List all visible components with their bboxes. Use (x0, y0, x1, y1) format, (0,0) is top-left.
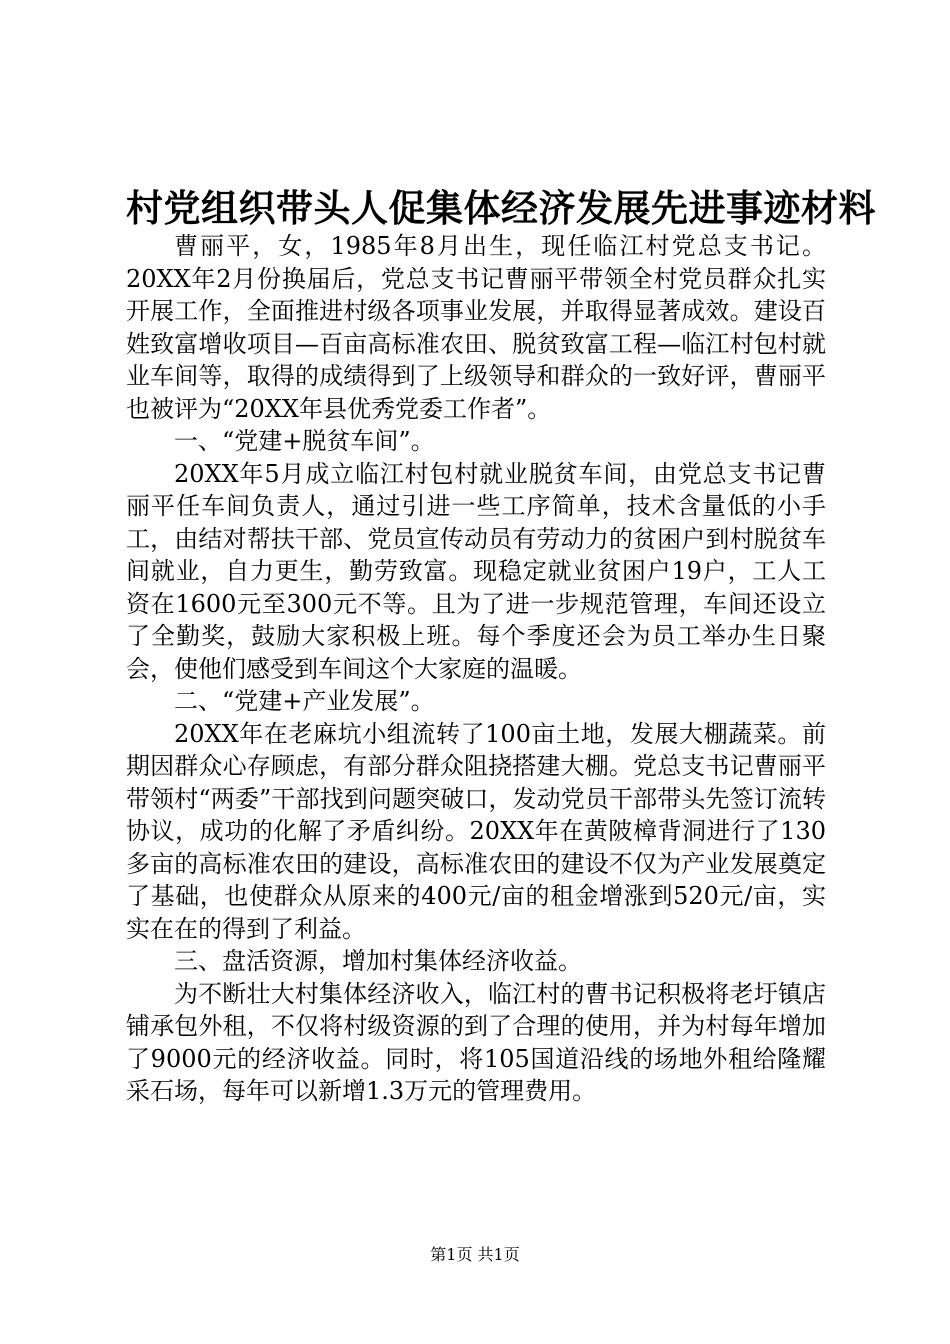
document-body (126, 230, 826, 1108)
section-paragraph-1: 20XX年5月成立临江村包村就业脱贫车间，由党总支书记曹丽平任车间负责人，通过引进一些工序简单，技术含量低的小手工，由结对帮扶干部、党员宣传动员有劳动力的贫困户到村脱贫车间就业，自力更生，勤劳致富。现稳定就业贫困户19户，工人工资在1600元至300元不等。且为了进一步规范管理，车间还设立了全勤奖，鼓励大家积极上班。每个季度还会为员工举办生日聚会，使他们感受到车间这个大家庭的温暖。 (126, 459, 826, 683)
section-heading-1: 一、“党建+脱贫车间”。 (174, 427, 435, 455)
section-heading-2: 二、“党建+产业发展”。 (174, 687, 435, 715)
page-number-footer: 第1页 共1页 (430, 1245, 520, 1264)
section-paragraph-3: 为不断壮大村集体经济收入，临江村的曹书记积极将老圩镇店铺承包外租，不仅将村级资源的到了合理的使用，并为村每年增加了9000元的经济收益。同时，将105国道沿线的场地外租给隆耀采石场，每年可以新增1.3万元的管理费用。 (126, 979, 826, 1105)
section-paragraph-2: 20XX年在老麻坑小组流转了100亩土地，发展大棚蔬菜。前期因群众心存顾虑，有部分群众阻挠搭建大棚。党总支书记曹丽平带领村“两委”干部找到问题突破口，发动党员干部带头先签订流转协议，成功的化解了矛盾纠纷。20XX年在黄陂樟背洞进行了130多亩的高标准农田的建设，高标准农田的建设不仅为产业发展奠定了基础，也使群众从原来的400元/亩的租金增涨到520元/亩，实实在在的得到了利益。 (126, 719, 826, 943)
document-title: 村党组织带头人促集体经济发展先进事迹材料 (126, 186, 876, 230)
section-heading-3: 三、盘活资源，增加村集体经济收益。 (174, 947, 582, 975)
intro-paragraph: 曹丽平，女，1985年8月出生，现任临江村党总支书记。20XX年2月份换届后，党总支书记曹丽平带领全村党员群众扎实开展工作，全面推进村级各项事业发展，并取得显著成效。建设百姓致富增收项目—百亩高标准农田、脱贫致富工程—临江村包村就业车间等，取得的成绩得到了上级领导和群众的一致好评，曹丽平也被评为“20XX年县优秀党委工作者”。 (126, 232, 826, 423)
